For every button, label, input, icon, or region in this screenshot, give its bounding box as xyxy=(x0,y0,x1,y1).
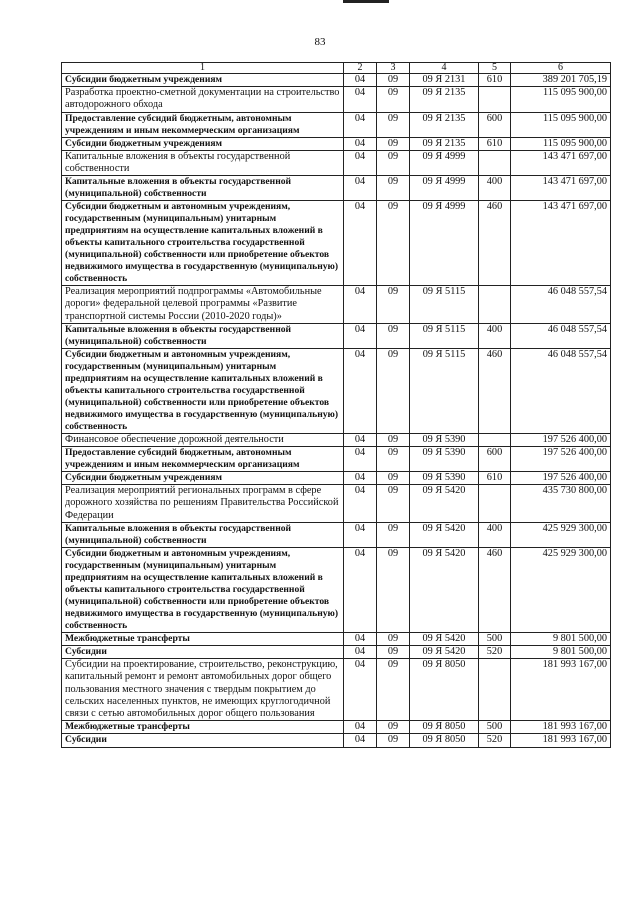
table-row xyxy=(62,447,611,472)
row-value-cell: 389 201 705,19 xyxy=(511,74,611,87)
row-value-cell: 09 xyxy=(377,137,410,150)
row-value-cell: 09 xyxy=(377,659,410,721)
row-value-cell: 600 xyxy=(479,112,511,137)
row-value-cell: 09 Я 5420 xyxy=(410,522,479,547)
table-row xyxy=(62,522,611,547)
row-value-cell: 500 xyxy=(479,632,511,645)
row-name-cell: Финансовое обеспечение дорожной деятельности xyxy=(62,433,344,446)
table-row xyxy=(62,721,611,734)
scan-mark xyxy=(343,0,389,3)
row-value-cell: 09 Я 4999 xyxy=(410,201,479,286)
row-name-cell: Субсидии xyxy=(62,646,344,659)
row-value-cell: 09 Я 5390 xyxy=(410,433,479,446)
row-value-cell: 09 xyxy=(377,485,410,523)
row-value-cell: 520 xyxy=(479,734,511,747)
table-row xyxy=(62,286,611,324)
row-name-cell: Разработка проектно-сметной документации на строительство автодорожного обхода xyxy=(62,87,344,112)
row-value-cell: 09 xyxy=(377,348,410,433)
row-value-cell: 09 xyxy=(377,721,410,734)
row-value-cell xyxy=(479,433,511,446)
row-value-cell: 143 471 697,00 xyxy=(511,150,611,175)
row-value-cell: 04 xyxy=(344,734,377,747)
row-value-cell: 197 526 400,00 xyxy=(511,447,611,472)
row-value-cell: 09 Я 8050 xyxy=(410,734,479,747)
row-value-cell: 09 Я 4999 xyxy=(410,150,479,175)
row-value-cell: 09 xyxy=(377,87,410,112)
row-value-cell: 04 xyxy=(344,485,377,523)
row-name-cell: Межбюджетные трансферты xyxy=(62,721,344,734)
row-value-cell: 435 730 800,00 xyxy=(511,485,611,523)
row-value-cell: 09 Я 2135 xyxy=(410,137,479,150)
row-value-cell: 09 xyxy=(377,547,410,632)
row-value-cell: 09 xyxy=(377,433,410,446)
row-value-cell: 197 526 400,00 xyxy=(511,472,611,485)
row-value-cell: 115 095 900,00 xyxy=(511,87,611,112)
row-value-cell: 04 xyxy=(344,323,377,348)
row-value-cell: 04 xyxy=(344,112,377,137)
row-value-cell: 09 xyxy=(377,74,410,87)
row-value-cell: 09 xyxy=(377,150,410,175)
row-value-cell: 04 xyxy=(344,433,377,446)
row-value-cell: 09 xyxy=(377,323,410,348)
row-name-cell: Предоставление субсидий бюджетным, автономным учреждениям и иным некоммерческим организациям xyxy=(62,112,344,137)
table-row xyxy=(62,201,611,286)
row-name-cell: Субсидии бюджетным учреждениям xyxy=(62,137,344,150)
row-value-cell: 425 929 300,00 xyxy=(511,547,611,632)
row-value-cell: 610 xyxy=(479,472,511,485)
row-value-cell: 09 xyxy=(377,112,410,137)
row-value-cell: 460 xyxy=(479,201,511,286)
row-value-cell: 115 095 900,00 xyxy=(511,112,611,137)
row-value-cell: 04 xyxy=(344,87,377,112)
row-value-cell: 610 xyxy=(479,74,511,87)
row-name-cell: Предоставление субсидий бюджетным, автономным учреждениям и иным некоммерческим организациям xyxy=(62,447,344,472)
table-row xyxy=(62,433,611,446)
row-value-cell: 09 Я 4999 xyxy=(410,176,479,201)
row-value-cell: 04 xyxy=(344,74,377,87)
table-row xyxy=(62,87,611,112)
row-value-cell: 09 xyxy=(377,286,410,324)
row-value-cell: 09 Я 5115 xyxy=(410,348,479,433)
row-name-cell: Реализация мероприятий региональных программ в сфере дорожного хозяйства по решениям Правительства Российской Федерации xyxy=(62,485,344,523)
row-value-cell: 09 Я 2135 xyxy=(410,87,479,112)
table-row xyxy=(62,112,611,137)
row-value-cell: 04 xyxy=(344,547,377,632)
row-value-cell: 09 xyxy=(377,522,410,547)
row-value-cell: 400 xyxy=(479,176,511,201)
row-value-cell: 181 993 167,00 xyxy=(511,659,611,721)
row-name-cell: Капитальные вложения в объекты государственной (муниципальной) собственности xyxy=(62,522,344,547)
row-value-cell: 04 xyxy=(344,137,377,150)
row-value-cell: 500 xyxy=(479,721,511,734)
table-row xyxy=(62,150,611,175)
row-value-cell: 09 Я 5420 xyxy=(410,646,479,659)
row-value-cell: 197 526 400,00 xyxy=(511,433,611,446)
row-value-cell: 46 048 557,54 xyxy=(511,323,611,348)
row-value-cell: 09 xyxy=(377,201,410,286)
row-value-cell: 04 xyxy=(344,447,377,472)
row-value-cell: 520 xyxy=(479,646,511,659)
table-row xyxy=(62,176,611,201)
row-value-cell: 09 Я 8050 xyxy=(410,721,479,734)
row-value-cell: 9 801 500,00 xyxy=(511,646,611,659)
table-row xyxy=(62,632,611,645)
row-value-cell: 04 xyxy=(344,176,377,201)
row-value-cell: 04 xyxy=(344,632,377,645)
row-value-cell: 09 xyxy=(377,734,410,747)
row-name-cell: Субсидии xyxy=(62,734,344,747)
row-value-cell: 09 Я 5390 xyxy=(410,472,479,485)
row-value-cell: 143 471 697,00 xyxy=(511,176,611,201)
row-value-cell: 04 xyxy=(344,201,377,286)
row-name-cell: Капитальные вложения в объекты государственной (муниципальной) собственности xyxy=(62,176,344,201)
table-row xyxy=(62,659,611,721)
row-value-cell: 181 993 167,00 xyxy=(511,734,611,747)
row-value-cell: 600 xyxy=(479,447,511,472)
row-value-cell: 04 xyxy=(344,721,377,734)
row-value-cell: 09 Я 5420 xyxy=(410,632,479,645)
row-value-cell: 09 Я 8050 xyxy=(410,659,479,721)
row-value-cell: 09 xyxy=(377,646,410,659)
table-row xyxy=(62,472,611,485)
table-row xyxy=(62,547,611,632)
table-row xyxy=(62,646,611,659)
row-value-cell: 09 xyxy=(377,176,410,201)
row-value-cell xyxy=(479,87,511,112)
row-value-cell: 04 xyxy=(344,286,377,324)
table-row xyxy=(62,74,611,87)
row-name-cell: Субсидии на проектирование, строительство, реконструкцию, капитальный ремонт и ремонт автомобильных дорог общего пользования местного значения с твердым покрытием до сельских населенных пунктов, не имеющих круглогодичной связи с сетью автомобильных дорог общего пользования xyxy=(62,659,344,721)
row-value-cell: 425 929 300,00 xyxy=(511,522,611,547)
row-name-cell: Субсидии бюджетным и автономным учреждениям, государственным (муниципальным) унитарным предприятиям на осуществление капитальных вложений в объекты капитального строительства государственной (муниципальной) собственности или приобретение объектов недвижимого имущества в государственную (муниципальную) собственность xyxy=(62,348,344,433)
row-value-cell: 09 Я 5115 xyxy=(410,286,479,324)
row-value-cell: 09 Я 2131 xyxy=(410,74,479,87)
row-value-cell: 143 471 697,00 xyxy=(511,201,611,286)
row-value-cell: 04 xyxy=(344,150,377,175)
row-value-cell: 09 xyxy=(377,472,410,485)
row-name-cell: Субсидии бюджетным учреждениям xyxy=(62,472,344,485)
row-value-cell: 09 Я 5390 xyxy=(410,447,479,472)
table-row xyxy=(62,137,611,150)
header-cell: 4 xyxy=(410,63,479,74)
row-value-cell: 46 048 557,54 xyxy=(511,348,611,433)
table-row xyxy=(62,323,611,348)
row-name-cell: Субсидии бюджетным учреждениям xyxy=(62,74,344,87)
row-value-cell xyxy=(479,150,511,175)
row-value-cell: 46 048 557,54 xyxy=(511,286,611,324)
header-cell: 2 xyxy=(344,63,377,74)
row-value-cell xyxy=(479,286,511,324)
row-value-cell: 04 xyxy=(344,472,377,485)
row-value-cell: 04 xyxy=(344,348,377,433)
row-value-cell: 460 xyxy=(479,547,511,632)
row-value-cell xyxy=(479,485,511,523)
row-value-cell: 04 xyxy=(344,646,377,659)
row-value-cell: 09 Я 5115 xyxy=(410,323,479,348)
row-value-cell: 09 Я 2135 xyxy=(410,112,479,137)
row-value-cell: 09 xyxy=(377,632,410,645)
row-value-cell: 09 Я 5420 xyxy=(410,485,479,523)
row-name-cell: Субсидии бюджетным и автономным учреждениям, государственным (муниципальным) унитарным предприятиям на осуществление капитальных вложений в объекты капитального строительства государственной (муниципальной) собственности или приобретение объектов недвижимого имущества в государственную (муниципальную) собственность xyxy=(62,201,344,286)
header-cell: 6 xyxy=(511,63,611,74)
row-value-cell: 610 xyxy=(479,137,511,150)
row-name-cell: Реализация мероприятий подпрограммы «Автомобильные дороги» федеральной целевой программы «Развитие транспортной системы России (2010-2020 годы)» xyxy=(62,286,344,324)
row-value-cell: 09 xyxy=(377,447,410,472)
header-cell: 5 xyxy=(479,63,511,74)
row-value-cell: 460 xyxy=(479,348,511,433)
row-value-cell xyxy=(479,659,511,721)
budget-table xyxy=(61,62,611,748)
row-value-cell: 04 xyxy=(344,659,377,721)
row-value-cell: 400 xyxy=(479,323,511,348)
row-value-cell: 09 Я 5420 xyxy=(410,547,479,632)
table-row xyxy=(62,485,611,523)
table-row xyxy=(62,734,611,747)
page-number: 83 xyxy=(314,36,326,48)
row-value-cell: 400 xyxy=(479,522,511,547)
header-cell: 1 xyxy=(62,63,344,74)
row-value-cell: 115 095 900,00 xyxy=(511,137,611,150)
row-value-cell: 181 993 167,00 xyxy=(511,721,611,734)
header-row xyxy=(62,63,611,74)
row-name-cell: Капитальные вложения в объекты государственной собственности xyxy=(62,150,344,175)
table-row xyxy=(62,348,611,433)
row-value-cell: 04 xyxy=(344,522,377,547)
row-name-cell: Капитальные вложения в объекты государственной (муниципальной) собственности xyxy=(62,323,344,348)
row-name-cell: Субсидии бюджетным и автономным учреждениям, государственным (муниципальным) унитарным предприятиям на осуществление капитальных вложений в объекты капитального строительства государственной (муниципальной) собственности или приобретение объектов недвижимого имущества в государственную (муниципальную) собственность xyxy=(62,547,344,632)
row-name-cell: Межбюджетные трансферты xyxy=(62,632,344,645)
header-cell: 3 xyxy=(377,63,410,74)
row-value-cell: 9 801 500,00 xyxy=(511,632,611,645)
